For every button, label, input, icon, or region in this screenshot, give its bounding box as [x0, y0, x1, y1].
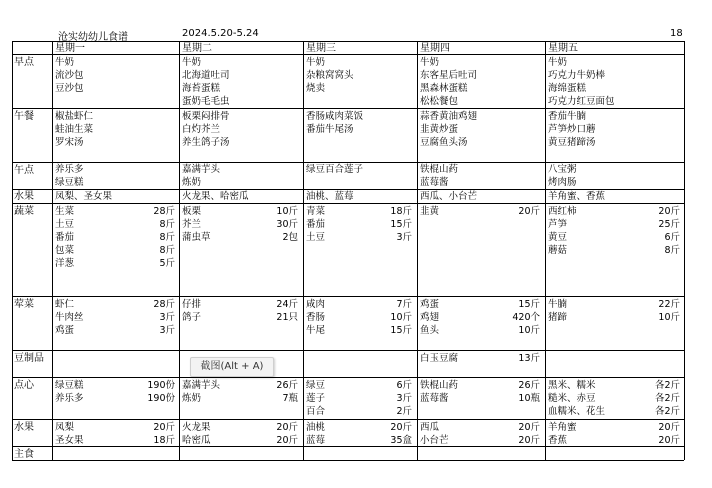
snack-cell [548, 163, 577, 189]
fruit-cell: 羊角蜜、香蕉 [548, 191, 606, 202]
fruit2-row [306, 421, 412, 434]
meat-qty: 420个 [512, 312, 540, 323]
meat-qty: 24斤 [276, 299, 298, 310]
grid-vline [12, 41, 13, 460]
meat-qty: 7斤 [396, 299, 412, 310]
meat-qty: 10斤 [390, 312, 412, 323]
breakfast-item: 蛋奶毛毛虫 [182, 96, 230, 107]
veg-row [548, 205, 680, 218]
fruit2-cell [420, 421, 540, 447]
dessert-row [548, 392, 680, 405]
dessert-row [548, 379, 680, 392]
veg-item: 芦笋 [548, 219, 568, 230]
day-header: 星期一 [55, 43, 85, 54]
grid-hline [12, 108, 684, 109]
veg-cell [182, 205, 298, 244]
grid-hline [12, 419, 684, 420]
veg-qty: 18斤 [390, 206, 412, 217]
veg-row [306, 231, 412, 244]
label-soy: 豆制品 [14, 353, 44, 364]
dessert-qty: 6斤 [396, 380, 412, 391]
lunch-item: 养生鸽子汤 [182, 137, 230, 148]
meat-cell [306, 298, 412, 337]
soy-row [420, 352, 540, 365]
veg-qty: 5斤 [159, 258, 175, 269]
veg-item: 西红柿 [548, 206, 577, 217]
breakfast-cell [548, 56, 615, 108]
dessert-qty: 各2斤 [654, 406, 680, 417]
veg-row [182, 218, 298, 231]
meat-row [306, 311, 412, 324]
veg-cell [420, 205, 540, 218]
grid-hline [12, 41, 684, 42]
meat-item: 牛肉丝 [55, 312, 84, 323]
meat-row [420, 324, 540, 337]
grid-hline [12, 296, 684, 297]
fruit2-row [182, 434, 298, 447]
label-staple: 主食 [14, 449, 34, 460]
veg-item: 芥兰 [182, 219, 202, 230]
veg-item: 黄豆 [548, 232, 568, 243]
meat-item: 香肠 [306, 312, 326, 323]
fruit2-qty: 20斤 [153, 422, 175, 433]
veg-qty: 20斤 [658, 206, 680, 217]
meat-item: 鸡翅 [420, 312, 440, 323]
veg-row [420, 205, 540, 218]
breakfast-item: 巧克力牛奶棒 [548, 70, 606, 81]
snack-item: 炼奶 [182, 177, 202, 188]
fruit2-row [182, 421, 298, 434]
fruit2-row [306, 434, 412, 447]
snack-cell [182, 163, 220, 189]
dessert-item: 炼奶 [182, 393, 202, 404]
breakfast-item: 北海道吐司 [182, 70, 230, 81]
label-lunch: 午餐 [14, 111, 34, 122]
lunch-item: 板栗闷排骨 [182, 111, 230, 122]
breakfast-item: 杂粮窝窝头 [306, 70, 354, 81]
dessert-item: 蓝莓酱 [420, 393, 449, 404]
soy-item: 白玉豆腐 [420, 353, 459, 364]
snack-cell [306, 163, 363, 176]
breakfast-item: 牛奶 [55, 57, 75, 68]
meat-cell [548, 298, 680, 324]
fruit2-item: 西瓜 [420, 422, 440, 433]
fruit2-qty: 20斤 [276, 422, 298, 433]
meat-row [306, 324, 412, 337]
veg-row [548, 218, 680, 231]
dessert-qty: 7瓶 [282, 393, 298, 404]
lunch-item: 韭黄炒蛋 [420, 124, 459, 135]
breakfast-item: 松松餐包 [420, 96, 459, 107]
snack-item: 养乐多 [55, 164, 84, 175]
veg-item: 韭黄 [420, 206, 440, 217]
dessert-row [548, 405, 680, 418]
meat-row [182, 298, 298, 311]
breakfast-item: 巧克力红豆面包 [548, 96, 615, 107]
breakfast-item: 牛奶 [420, 57, 440, 68]
fruit2-item: 香蕉 [548, 435, 568, 446]
fruit2-qty: 20斤 [276, 435, 298, 446]
dessert-item: 嘉满芋头 [182, 380, 221, 391]
dessert-cell [55, 379, 175, 405]
veg-qty: 3斤 [396, 232, 412, 243]
veg-item: 土豆 [55, 219, 75, 230]
snack-item: 蓝莓酱 [420, 177, 449, 188]
veg-qty: 30斤 [276, 219, 298, 230]
label-snack: 午点 [14, 165, 34, 176]
breakfast-cell [306, 56, 354, 95]
meat-item: 牛腩 [548, 299, 568, 310]
label-veg: 蔬菜 [14, 206, 34, 217]
meat-item: 鸡蛋 [420, 299, 440, 310]
dessert-qty: 各2斤 [654, 393, 680, 404]
dessert-item: 血糯米、花生 [548, 406, 606, 417]
grid-hline [12, 377, 684, 378]
veg-item: 青菜 [306, 206, 326, 217]
fruit2-qty: 20斤 [518, 435, 540, 446]
fruit2-row [548, 434, 680, 447]
grid-vline [684, 41, 685, 460]
fruit-cell: 火龙果、哈密瓜 [182, 191, 249, 202]
meat-row [55, 311, 175, 324]
soy-qty: 13斤 [518, 353, 540, 364]
breakfast-cell [182, 56, 230, 108]
grid-hline [12, 350, 684, 351]
meat-qty: 3斤 [159, 312, 175, 323]
fruit2-cell [548, 421, 680, 447]
veg-row [182, 231, 298, 244]
meat-qty: 28斤 [153, 299, 175, 310]
lunch-item: 香茄牛腩 [548, 111, 587, 122]
meat-row [55, 324, 175, 337]
meat-cell [182, 298, 298, 324]
meat-item: 仔排 [182, 299, 202, 310]
veg-row [548, 244, 680, 257]
breakfast-item: 黑森林蛋糕 [420, 83, 468, 94]
breakfast-cell [420, 56, 477, 108]
lunch-item: 罗宋汤 [55, 137, 84, 148]
fruit2-item: 小台芒 [420, 435, 449, 446]
snack-item: 八宝粥 [548, 164, 577, 175]
veg-item: 包菜 [55, 245, 75, 256]
fruit2-qty: 35盒 [390, 435, 412, 446]
snack-item: 铁棍山药 [420, 164, 459, 175]
grid-vline [179, 41, 180, 460]
veg-row [548, 231, 680, 244]
veg-qty: 8斤 [159, 245, 175, 256]
meat-item: 牛尾 [306, 325, 326, 336]
lunch-item: 蛙油生菜 [55, 124, 94, 135]
fruit2-item: 油桃 [306, 422, 326, 433]
day-header: 星期五 [548, 43, 578, 54]
meat-item: 猪蹄 [548, 312, 568, 323]
meat-row [548, 298, 680, 311]
lunch-item: 椒盐虾仁 [55, 111, 94, 122]
fruit2-item: 圣女果 [55, 435, 84, 446]
fruit-cell: 凤梨、圣女果 [55, 191, 113, 202]
fruit2-row [420, 421, 540, 434]
breakfast-item: 烧卖 [306, 83, 326, 94]
breakfast-item: 流沙包 [55, 70, 84, 81]
veg-qty: 2包 [282, 232, 298, 243]
lunch-item: 黄豆猪蹄汤 [548, 137, 596, 148]
snack-item: 绿豆百合莲子 [306, 164, 364, 175]
veg-cell [55, 205, 175, 270]
lunch-item: 蒜香黄油鸡翅 [420, 111, 478, 122]
label-breakfast: 早点 [14, 57, 34, 68]
veg-item: 生菜 [55, 206, 75, 217]
lunch-item: 番茄牛尾汤 [306, 124, 354, 135]
veg-row [306, 218, 412, 231]
veg-item: 番茄 [306, 219, 326, 230]
soy-cell [420, 352, 540, 365]
veg-item: 土豆 [306, 232, 326, 243]
grid-vline [52, 41, 53, 460]
breakfast-item: 海苔蛋糕 [182, 83, 221, 94]
label-dessert: 点心 [14, 380, 34, 391]
breakfast-item: 牛奶 [548, 57, 568, 68]
veg-qty: 15斤 [390, 219, 412, 230]
veg-item: 番茄 [55, 232, 75, 243]
veg-item: 蘑菇 [548, 245, 568, 256]
fruit2-cell [182, 421, 298, 447]
dessert-qty: 26斤 [518, 380, 540, 391]
fruit2-qty: 20斤 [518, 422, 540, 433]
dessert-cell [420, 379, 540, 405]
fruit2-qty: 20斤 [390, 422, 412, 433]
meat-item: 鸡蛋 [55, 325, 75, 336]
meat-item: 虾仁 [55, 299, 75, 310]
meat-row [182, 311, 298, 324]
breakfast-item: 牛奶 [182, 57, 202, 68]
veg-row [55, 244, 175, 257]
grid-hline [12, 54, 684, 55]
dessert-row [182, 379, 298, 392]
dessert-row [55, 392, 175, 405]
meat-qty: 21只 [276, 312, 298, 323]
fruit-cell: 西瓜、小台芒 [420, 191, 478, 202]
meat-qty: 10斤 [658, 312, 680, 323]
dessert-qty: 190份 [147, 380, 175, 391]
dessert-qty: 2斤 [396, 406, 412, 417]
breakfast-item: 东客星后吐司 [420, 70, 478, 81]
veg-qty: 10斤 [276, 206, 298, 217]
veg-item: 洋葱 [55, 258, 75, 269]
meat-item: 咸肉 [306, 299, 326, 310]
veg-qty: 8斤 [159, 219, 175, 230]
menu-date-range: 2024.5.20-5.24 [182, 28, 259, 39]
meat-row [420, 311, 540, 324]
breakfast-item: 豆沙包 [55, 83, 84, 94]
veg-row [182, 205, 298, 218]
fruit2-item: 火龙果 [182, 422, 211, 433]
veg-item: 板栗 [182, 206, 202, 217]
veg-row [55, 218, 175, 231]
page-number: 18 [670, 28, 683, 39]
veg-cell [548, 205, 680, 257]
veg-item: 蒲虫草 [182, 232, 211, 243]
dessert-item: 百合 [306, 406, 326, 417]
dessert-qty: 3斤 [396, 393, 412, 404]
breakfast-cell [55, 56, 84, 95]
label-meat: 荤菜 [14, 299, 34, 310]
breakfast-item: 海绵蛋糕 [548, 83, 587, 94]
veg-cell [306, 205, 412, 244]
fruit2-cell [55, 421, 175, 447]
lunch-item: 豆腐鱼头汤 [420, 137, 468, 148]
dessert-qty: 26斤 [276, 380, 298, 391]
meat-row [420, 298, 540, 311]
dessert-row [420, 392, 540, 405]
grid-vline [417, 41, 418, 460]
fruit2-qty: 18斤 [153, 435, 175, 446]
dessert-item: 糙米、赤豆 [548, 393, 596, 404]
dessert-row [420, 379, 540, 392]
snack-item: 嘉满芋头 [182, 164, 221, 175]
dessert-item: 绿豆糕 [55, 380, 84, 391]
dessert-cell [548, 379, 680, 418]
veg-row [306, 205, 412, 218]
menu-title: 沧实幼幼儿食谱 [58, 32, 128, 43]
label-fruit: 水果 [14, 191, 34, 202]
meat-qty: 15斤 [390, 325, 412, 336]
veg-row [55, 257, 175, 270]
meat-item: 鸽子 [182, 312, 202, 323]
dessert-cell [182, 379, 298, 405]
meat-qty: 15斤 [518, 299, 540, 310]
meat-row [548, 311, 680, 324]
lunch-item: 白灼芥兰 [182, 124, 221, 135]
fruit2-row [548, 421, 680, 434]
dessert-row [182, 392, 298, 405]
snack-cell [55, 163, 84, 189]
veg-qty: 20斤 [518, 206, 540, 217]
grid-hline [12, 460, 684, 461]
dessert-cell [306, 379, 412, 418]
fruit2-row [55, 434, 175, 447]
fruit2-row [55, 421, 175, 434]
day-header: 星期二 [182, 43, 212, 54]
grid-vline [545, 41, 546, 460]
fruit2-qty: 20斤 [658, 422, 680, 433]
grid-vline [303, 41, 304, 460]
snack-cell [420, 163, 458, 189]
meat-cell [420, 298, 540, 337]
fruit2-item: 蓝莓 [306, 435, 326, 446]
meat-row [306, 298, 412, 311]
veg-qty: 28斤 [153, 206, 175, 217]
fruit2-qty: 20斤 [658, 435, 680, 446]
lunch-item: 芦笋炒口蘑 [548, 124, 596, 135]
day-header: 星期三 [306, 43, 336, 54]
dessert-item: 绿豆 [306, 380, 326, 391]
screenshot-tooltip: 截图(Alt + A) [190, 357, 274, 377]
meat-qty: 3斤 [159, 325, 175, 336]
veg-qty: 6斤 [664, 232, 680, 243]
veg-qty: 25斤 [658, 219, 680, 230]
meat-row [55, 298, 175, 311]
fruit2-row [420, 434, 540, 447]
fruit2-cell [306, 421, 412, 447]
veg-qty: 8斤 [159, 232, 175, 243]
dessert-row [55, 379, 175, 392]
dessert-item: 养乐多 [55, 393, 84, 404]
day-header: 星期四 [420, 43, 450, 54]
fruit2-item: 凤梨 [55, 422, 75, 433]
dessert-row [306, 392, 412, 405]
lunch-cell [420, 110, 477, 149]
lunch-item: 香肠咸肉菜饭 [306, 111, 364, 122]
dessert-qty: 190份 [147, 393, 175, 404]
lunch-cell [55, 110, 93, 149]
fruit2-item: 羊角蜜 [548, 422, 577, 433]
lunch-cell [548, 110, 596, 149]
dessert-row [306, 379, 412, 392]
dessert-item: 莲子 [306, 393, 326, 404]
lunch-cell [306, 110, 363, 136]
veg-qty: 8斤 [664, 245, 680, 256]
veg-row [55, 231, 175, 244]
fruit2-item: 哈密瓜 [182, 435, 211, 446]
dessert-row [306, 405, 412, 418]
breakfast-item: 牛奶 [306, 57, 326, 68]
meat-item: 鱼头 [420, 325, 440, 336]
meat-qty: 10斤 [518, 325, 540, 336]
dessert-item: 黑米、糯米 [548, 380, 596, 391]
fruit-cell: 油桃、蓝莓 [306, 191, 354, 202]
snack-item: 绿豆糕 [55, 177, 84, 188]
veg-row [55, 205, 175, 218]
meat-qty: 22斤 [658, 299, 680, 310]
grid-hline [12, 203, 684, 204]
dessert-qty: 各2斤 [654, 380, 680, 391]
dessert-item: 铁棍山药 [420, 380, 459, 391]
dessert-qty: 10瓶 [518, 393, 540, 404]
meat-cell [55, 298, 175, 337]
snack-item: 烤肉肠 [548, 177, 577, 188]
label-fruit2: 水果 [14, 422, 34, 433]
lunch-cell [182, 110, 230, 149]
